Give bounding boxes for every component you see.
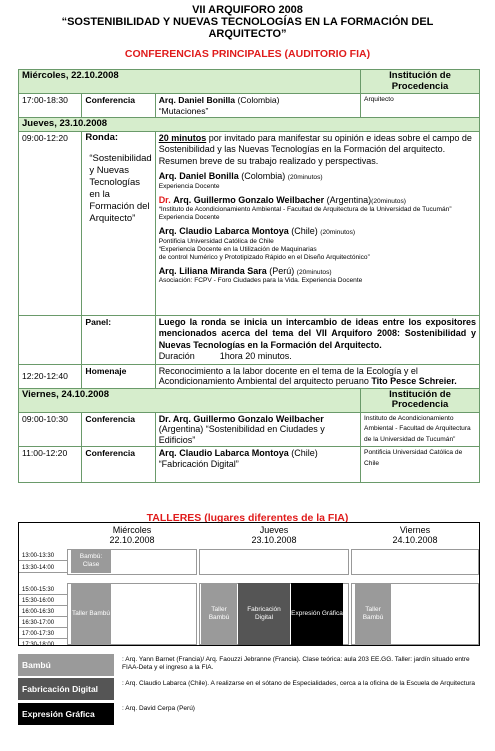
talk: “Sostenibilidad en Ciudades y Edificios”: [158, 424, 325, 445]
day-header-wed: [67, 525, 197, 545]
header-line2: “SOSTENIBILIDAD Y NUEVAS TECNOLOGÍAS EN LA FORMACIÓN DEL: [61, 16, 434, 28]
table-row: [19, 94, 480, 118]
country: (Colombia): [237, 95, 280, 105]
s1-note: Experiencia Docente: [158, 182, 220, 190]
ronda-label: Ronda:: [85, 131, 119, 143]
day-date: Miércoles, 22.10.2008: [19, 70, 361, 94]
legend-text: : Arq. Claudio Labarca (Chile). A realizarse en el sótano de Especialidades, cerca a la oficina de la Escuela de Arquitectura: [122, 680, 476, 687]
time: 17:00-18:30: [19, 94, 82, 118]
minutes: 20 minutos: [158, 132, 207, 143]
homenaje-label: Homenaje: [82, 364, 155, 388]
ronda-detail: [155, 131, 479, 315]
legend-label: Bambú: [18, 654, 114, 676]
ronda-title: “Sostenibilidad y Nuevas Tecnologías en la Formación del Arquitecto”: [89, 153, 152, 224]
s1-country: (Colombia): [241, 171, 286, 181]
s4-min: (20minutos): [296, 268, 332, 276]
legend-text: : Arq. Yann Barnet (Francia)/ Arq. Faouzzi Jebranne (Francia). Clase teórica: aula 203 EE.GG. Taller: jardín situado entre FIAA-Deta y el ingreso a la FIA.: [122, 656, 470, 671]
panel-cell: [155, 315, 479, 364]
talleres-grid: [18, 522, 480, 646]
conferences-title: CONFERENCIAS PRINCIPALES (AUDITORIO FIA): [124, 48, 371, 60]
s1-name: Arq. Daniel Bonilla: [158, 171, 239, 181]
origin: Instituto de Acondicionamiento Ambiental - Facultad de Arquitectura de la Universidad de Tucumán”: [361, 412, 480, 447]
origin: Pontificia Universidad Católica de Chile: [361, 447, 480, 483]
panel-text: Luego la ronda se inicia un intercambio de ideas entre los expositores mencionados acerca del tema del VII Arquiforo 2008: Sostenibilidad y Nuevas Tecnologías en la Formación del Arquitecto.: [158, 316, 476, 350]
homenaje-text: Reconocimiento a la labor docente en el tema de la Ecología y el Acondicionamiento Ambiental del arquitecto peruano: [158, 365, 418, 386]
intro: por invitado para manifestar su opinión e ideas sobre el campo de Sostenibilidad y las Nuevas Tecnologías en la Formación del arquitecto. Resumen breve de su trabajo realizado y perspectivas.: [158, 132, 472, 166]
country: (Chile): [291, 448, 318, 458]
day-name: Miércoles: [112, 525, 152, 535]
speaker: Dr. Arq. Guillermo Gonzalo Weilbacher: [158, 413, 324, 424]
doc-header: [0, 0, 495, 60]
legend-label: Fabricación Digital: [18, 678, 114, 700]
day-row-fri: [19, 388, 480, 412]
s2-min: (20minutos): [371, 197, 406, 205]
ronda-cell: [82, 131, 155, 315]
header-line1: VII ARQUIFORO 2008: [192, 4, 303, 16]
legend-text: : Arq. David Cerpa (Perú): [122, 705, 195, 712]
day-date: Jueves, 23.10.2008: [19, 118, 480, 132]
s4-country: (Perú): [269, 265, 295, 276]
time-slot: 15:00-15:30: [19, 585, 67, 595]
speaker: Arq. Claudio Labarca Montoya: [158, 448, 289, 458]
fabricacion-digital-block: Fabricación Digital: [238, 583, 290, 645]
talk: “Fabricación Digital”: [158, 458, 239, 469]
time-slot: 13:30-14:00: [19, 563, 67, 573]
s2-note: “Instituto de Acondicionamiento Ambiental - Facultad de Arquitectura de la Universidad de Tucumán” Experiencia Docente: [158, 206, 452, 221]
type: Conferencia: [82, 447, 155, 483]
taller-bambu-fri: Taller Bambú: [355, 583, 391, 645]
table-row: [19, 447, 480, 483]
s4-name: Arq. Liliana Miranda Sara: [158, 265, 267, 276]
day-date: 24.10.2008: [392, 535, 438, 545]
s3-note1: Pontificia Universidad Católica de Chile: [158, 237, 274, 245]
s3-country: (Chile): [291, 226, 318, 236]
day-row-thu: [19, 118, 480, 132]
day-name: Jueves: [259, 525, 289, 535]
time-slot: 16:30-17:00: [19, 618, 67, 628]
s3-note2: “Experiencia Docente en la Utilización de Maquinarias: [158, 245, 317, 253]
speaker-cell: [155, 412, 360, 447]
origin-header: Institución de Procedencia: [361, 388, 480, 412]
origin-header: Institución de Procedencia: [361, 70, 480, 94]
time-slot: 17:30-18:00: [22, 642, 55, 648]
type: Conferencia: [82, 94, 155, 118]
s2-prefix: Dr.: [158, 194, 171, 205]
homenaje-name: Tito Pesce Schreier.: [371, 376, 457, 386]
time: 09:00-10:30: [19, 412, 82, 447]
time: 12:20-12:40: [19, 364, 82, 388]
time-slot: 15:30-16:00: [19, 596, 67, 606]
panel-label: Panel:: [82, 315, 155, 364]
s3-note3: de control Numérico y Prototipizado Rápido en el Diseño Arquitectónico”: [158, 253, 370, 261]
duration: Duración 1hora 20 minutos.: [158, 351, 292, 361]
time: 11:00-12:20: [19, 447, 82, 483]
speaker-cell: [155, 447, 360, 483]
s1-min: (20minutos): [287, 174, 323, 181]
country: (Argentina): [158, 424, 204, 434]
s2-country: (Argentina): [326, 194, 372, 205]
time-slot: 17:00-17:30: [19, 629, 67, 639]
conferences-table: [18, 69, 480, 483]
day-header-fri: [351, 525, 479, 545]
bambu-clase-block: Bambú: Clase: [71, 549, 111, 573]
time-slot: 16:00-16:30: [19, 607, 67, 617]
legend-label: Expresión Gráfica: [18, 703, 114, 725]
talleres-title: TALLERES (lugares diferentes de la FIA): [146, 512, 349, 524]
day-name: Viernes: [399, 525, 431, 535]
table-row: [19, 364, 480, 388]
speaker-cell: [155, 94, 360, 118]
table-row: [19, 131, 480, 315]
day-date: Viernes, 24.10.2008: [19, 388, 361, 412]
origin: Arquitecto: [361, 94, 480, 118]
day-row-wed: [19, 70, 480, 94]
taller-bambu-wed: Taller Bambú: [71, 583, 111, 645]
s3-min: (20minutos): [320, 229, 356, 236]
type: Conferencia: [82, 412, 155, 447]
s2-name: Arq. Guillermo Gonzalo Weilbacher: [173, 194, 325, 205]
header-line3: ARQUITECTO”: [208, 28, 287, 40]
table-row: [19, 315, 480, 364]
talk: “Mutaciones”: [158, 105, 209, 116]
table-row: [19, 412, 480, 447]
expresion-grafica-block: Expresión Gráfica: [291, 583, 343, 645]
s3-name: Arq. Claudio Labarca Montoya: [158, 226, 289, 236]
homenaje-cell: [155, 364, 479, 388]
day-date: 22.10.2008: [109, 535, 155, 545]
speaker: Arq. Daniel Bonilla: [158, 95, 236, 105]
day-header-thu: [199, 525, 349, 545]
day-date: 23.10.2008: [251, 535, 297, 545]
time-slot: 13:00-13:30: [19, 551, 67, 561]
taller-bambu-thu: Taller Bambú: [201, 583, 237, 645]
s4-note: Asociación: FCPV - Foro Ciudades para la Vida. Experiencia Docente: [158, 277, 363, 284]
time: 09:00-12:20: [19, 131, 82, 315]
